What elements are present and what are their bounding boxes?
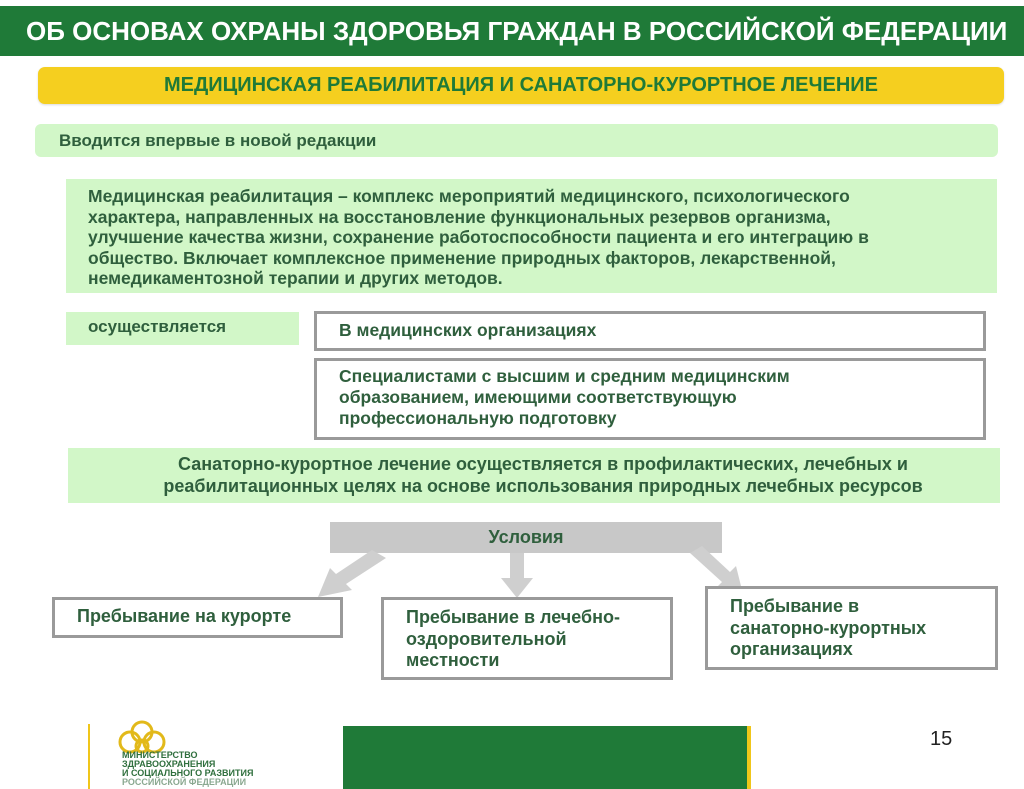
condition-organization-text xyxy=(730,596,987,661)
condition-resort-text: Пребывание на курорте xyxy=(77,606,292,626)
definition-line: Медицинская реабилитация – комплекс мероприятий медицинского, психологического xyxy=(88,186,850,206)
section-title: МЕДИЦИНСКАЯ РЕАБИЛИТАЦИЯ И САНАТОРНО-КУРОРТНОЕ ЛЕЧЕНИЕ xyxy=(163,74,879,96)
ministry-line: МИНИСТЕРСТВО xyxy=(122,750,198,760)
page-title: ОБ ОСНОВАХ ОХРАНЫ ЗДОРОВЬЯ ГРАЖДАН В РОССИЙСКОЙ ФЕДЕРАЦИИ xyxy=(26,15,1008,46)
implementation-label-box xyxy=(66,312,299,345)
notice-text: Вводится впервые в новой редакции xyxy=(59,130,377,150)
where-box xyxy=(314,311,986,351)
page-number: 15 xyxy=(930,728,953,750)
notice-bar xyxy=(35,124,998,157)
sanatorium-text xyxy=(94,453,992,497)
definition-line: улучшение качества жизни, сохранение работоспособности пациента и его интеграцию в xyxy=(88,227,869,247)
ministry-line: И СОЦИАЛЬНОГО РАЗВИТИЯ xyxy=(122,768,254,778)
conditions-title: Условия xyxy=(488,527,564,547)
where-text: В медицинских организациях xyxy=(339,320,597,340)
sanatorium-line: Санаторно-курортное лечение осуществляется в профилактических, лечебных и xyxy=(178,454,908,474)
condition-organization-box xyxy=(705,586,998,670)
sanatorium-line: реабилитационных целях на основе использования природных лечебных ресурсов xyxy=(163,476,923,496)
ministry-line: РОССИЙСКОЙ ФЕДЕРАЦИИ xyxy=(122,777,247,787)
footer-accent xyxy=(747,726,751,789)
conditions-header xyxy=(330,522,722,553)
condition-area-line: местности xyxy=(406,650,500,670)
condition-organization-line: Пребывание в xyxy=(730,596,860,616)
sanatorium-box xyxy=(68,448,1000,503)
ministry-line: ЗДРАВООХРАНЕНИЯ xyxy=(122,759,216,769)
implementation-label: осуществляется xyxy=(88,317,227,336)
specialists-box xyxy=(314,358,986,440)
footer-band xyxy=(343,726,747,789)
condition-area-text xyxy=(406,607,662,672)
title-bar xyxy=(0,6,1024,56)
definition-line: немедикаментозной терапии и других методов. xyxy=(88,268,503,288)
definition-box xyxy=(66,179,997,293)
footer-divider xyxy=(88,724,90,789)
condition-organization-line: организациях xyxy=(730,639,853,659)
arrow-left xyxy=(318,550,386,597)
specialists-line: Специалистами с высшим и средним медицинским xyxy=(339,366,790,386)
definition-text xyxy=(88,186,985,289)
section-banner xyxy=(38,67,1004,104)
ministry-name xyxy=(122,751,322,787)
condition-area-line: оздоровительной xyxy=(406,628,567,649)
specialists-text xyxy=(339,366,973,429)
condition-area-box xyxy=(381,597,673,680)
specialists-line: профессиональную подготовку xyxy=(339,408,617,428)
condition-area-line: Пребывание в лечебно- xyxy=(406,607,621,627)
specialists-line: образованием, имеющими соответствующую xyxy=(339,387,737,407)
condition-organization-line: санаторно-курортных xyxy=(730,617,927,638)
condition-resort-box xyxy=(52,597,343,638)
arrow-middle xyxy=(501,553,533,598)
definition-line: общество. Включает комплексное применение природных факторов, лекарственной, xyxy=(88,247,836,268)
definition-line: характера, направленных на восстановление функциональных резервов организма, xyxy=(88,206,831,227)
